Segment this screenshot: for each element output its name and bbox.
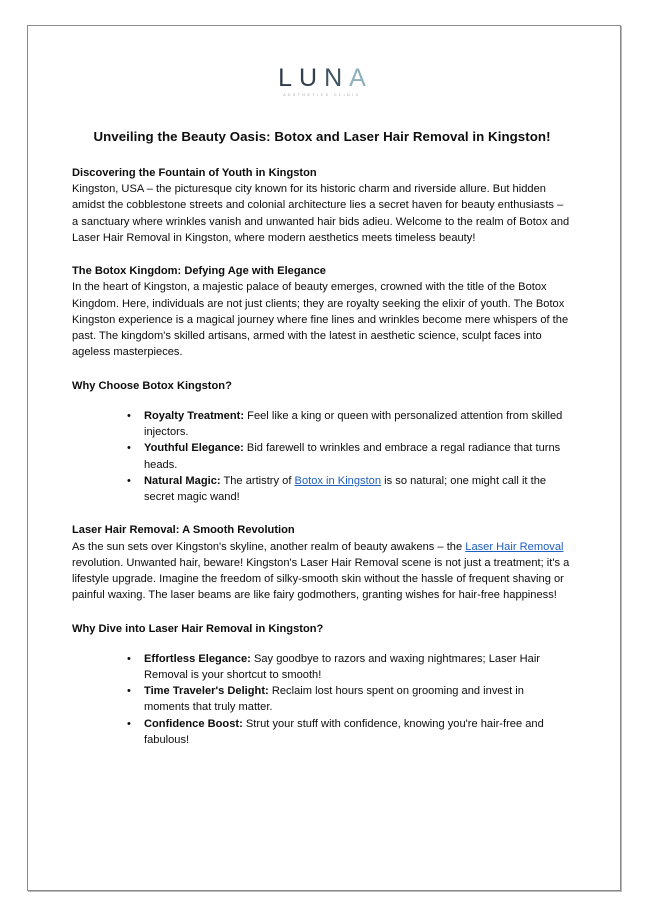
botox-in-kingston-link[interactable]: Botox in Kingston [294,474,382,487]
document-content [72,26,572,748]
list-item [72,408,572,441]
logo-letter-n: N [324,64,350,92]
list-item-lead: Confidence Boost: [144,717,243,730]
botox-benefits-list [72,408,572,506]
logo-letter-l: L [278,64,300,92]
paragraph-text-after: revolution. Unwanted hair, beware! Kingston's Laser Hair Removal scene is not just a treatment; it's a lifestyle upgrade. Imagine the freedom of silky-smooth skin without the hassle of frequent shaving or painful waxing. The laser beams are like fairy godmothers, granting wishes for hair-free happiness! [72,556,570,602]
list-item [72,440,572,473]
document-page [27,25,621,891]
bullet-icon: • [127,409,131,422]
section-paragraph: Kingston, USA – the picturesque city known for its historic charm and riverside allure. But hidden amidst the cobblestone streets and colonial architecture lies a secret haven for beauty enthusiasts – a sanctuary where wrinkles vanish and unwanted hair bids adieu. Welcome to the realm of Botox and Laser Hair Removal in Kingston, where modern aesthetics meets timeless beauty! [72,183,570,244]
logo-subtitle: AESTHETICS CLINIC [283,93,361,97]
logo-letter-u: U [299,64,325,92]
bullet-icon: • [127,442,131,455]
section-heading: The Botox Kingdom: Defying Age with Elegance [72,265,326,278]
bullet-icon: • [127,652,131,665]
bullet-icon: • [127,474,131,487]
bullet-icon: • [127,685,131,698]
list-item-text: Feel like a king or queen with personalized attention from skilled injectors. [144,409,563,439]
list-item [72,716,572,749]
page-title: Unveiling the Beauty Oasis: Botox and Laser Hair Removal in Kingston! [93,129,551,145]
section-laser-hair-removal [72,522,572,603]
section-heading: Why Choose Botox Kingston? [72,379,232,392]
section-paragraph [72,539,572,604]
section-why-dive-laser [72,621,572,749]
laser-hair-removal-link[interactable]: Laser Hair Removal [465,540,564,553]
list-item [72,683,572,716]
bullet-icon: • [127,717,131,730]
list-item-lead: Effortless Elegance: [144,652,251,665]
list-item [72,473,572,506]
list-item-text-before: The artistry of [220,474,295,487]
list-item-lead: Youthful Elegance: [144,442,244,455]
logo-letter-a: A [349,64,373,92]
list-item-lead: Time Traveler's Delight: [144,685,269,698]
list-item-text: Strut your stuff with confidence, knowing you're hair-free and fabulous! [144,717,544,746]
list-item-lead: Natural Magic: [144,474,221,487]
section-paragraph: In the heart of Kingston, a majestic palace of beauty emerges, crowned with the title of the Botox Kingdom. Here, individuals are not just clients; they are royalty seeking the elixir of youth. The Botox Kingston experience is a magical journey where fine lines and wrinkles become mere whispers of the past. The kingdom's skilled artisans, armed with the latest in aesthetic science, sculpt faces into ageless masterpieces. [72,281,569,359]
list-item [72,651,572,684]
laser-benefits-list [72,651,572,749]
paragraph-text-before: As the sun sets over Kingston's skyline, another realm of beauty awakens – the [72,540,466,553]
list-item-text-after: is so natural; one might call it the secret magic wand! [144,474,547,504]
section-heading: Laser Hair Removal: A Smooth Revolution [72,524,295,537]
section-botox-kingdom [72,263,572,360]
logo-wordmark [271,66,373,91]
list-item-lead: Royalty Treatment: [144,409,245,422]
section-why-choose-botox [72,378,572,506]
list-item-text: Reclaim lost hours spent on grooming and invest in moments that truly matter. [144,685,524,714]
section-fountain-of-youth [72,165,572,246]
list-item-text: Bid farewell to wrinkles and embrace a regal radiance that turns heads. [144,442,561,471]
section-heading: Discovering the Fountain of Youth in Kingston [72,167,317,180]
list-item-text: Say goodbye to razors and waxing nightmares; Laser Hair Removal is your shortcut to smooth! [144,652,541,681]
luna-logo [72,66,572,97]
section-heading: Why Dive into Laser Hair Removal in Kingston? [72,622,324,635]
